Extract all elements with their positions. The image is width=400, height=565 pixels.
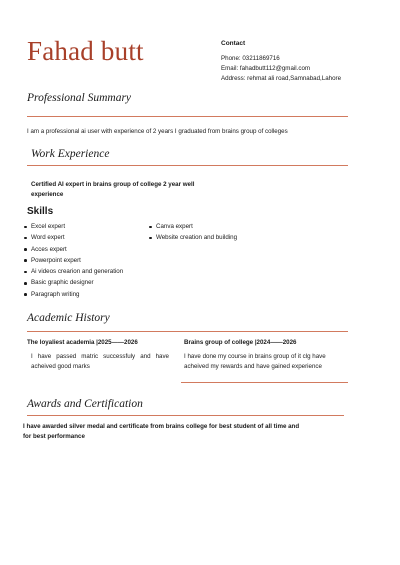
- skill-item: Powerpoint expert: [23, 255, 123, 266]
- academic-bottom-divider: [181, 382, 348, 383]
- contact-heading: Contact: [221, 40, 246, 47]
- awards-line-2: for best performance: [23, 433, 85, 440]
- awards-line-1: I have awarded silver medal and certificate from brains college for best student of all time and: [23, 423, 300, 430]
- summary-heading: Professional Summary: [27, 92, 132, 104]
- skill-item: Website creation and building: [148, 232, 237, 243]
- contact-phone: Phone: 03211869716: [221, 55, 280, 62]
- experience-line-2: experience: [31, 191, 64, 198]
- skill-item: Acces expert: [23, 244, 123, 255]
- academic-divider: [27, 331, 348, 332]
- skill-item: Ai videos crearion and generation: [23, 266, 123, 277]
- academic-item-desc: I have passed matric successfuly and have acheived good marks: [31, 353, 169, 370]
- candidate-name: Fahad butt: [27, 36, 144, 66]
- contact-email: Email: fahadbutt112@gmail.com: [221, 65, 311, 72]
- skills-heading: Skills: [27, 206, 54, 217]
- experience-heading: Work Experience: [31, 148, 110, 160]
- skills-list-right: [148, 221, 237, 244]
- experience-divider: [27, 165, 348, 166]
- contact-address: Address: rehmat ali road,Samnabad,Lahore: [221, 75, 342, 82]
- awards-heading: Awards and Certification: [27, 398, 143, 410]
- skill-item: Word expert: [23, 232, 123, 243]
- academic-item-title: The loyaliest academia |2025——2026: [27, 339, 138, 346]
- skills-list-left: [23, 221, 123, 300]
- summary-text: I am a professional ai user with experience of 2 years I graduated from brains group of colleges: [27, 128, 288, 135]
- academic-item-desc: I have done my course in brains group of it clg have acheived my rewards and have gained experience: [184, 353, 326, 370]
- skill-item: Canva expert: [148, 221, 237, 232]
- skill-item: Paragraph writing: [23, 289, 123, 300]
- summary-divider: [27, 116, 348, 117]
- experience-line-1: Certified AI expert in brains group of college 2 year well: [31, 181, 195, 188]
- academic-heading: Academic History: [27, 312, 110, 324]
- academic-item-title: Brains group of college |2024——2026: [184, 339, 297, 346]
- awards-divider: [27, 415, 344, 416]
- skill-item: Excel expert: [23, 221, 123, 232]
- skill-item: Basic graphic designer: [23, 277, 123, 288]
